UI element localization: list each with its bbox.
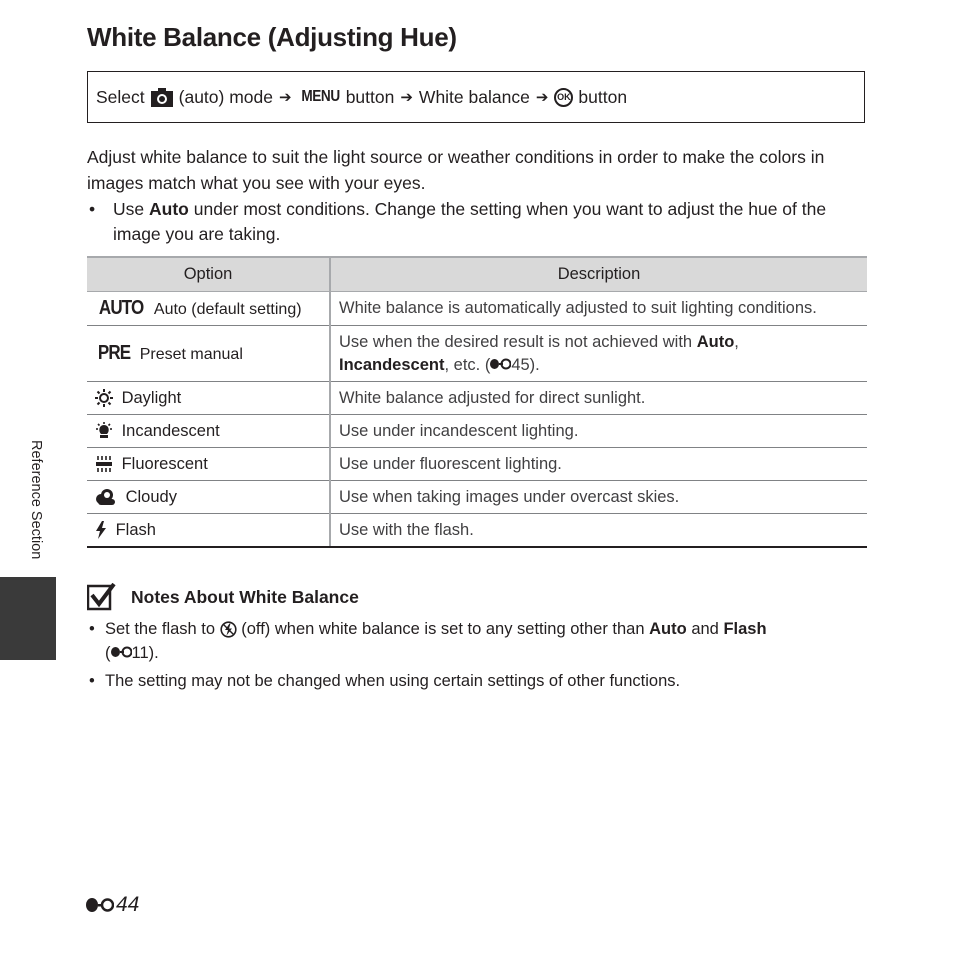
note-item: • Set the flash to (off) when white balance is set to any setting other than Auto and Flash ( 11). bbox=[89, 620, 767, 662]
bullet-text: Use bbox=[113, 199, 145, 219]
intro-paragraph: Adjust white balance to suit the light source or weather conditions in order to make the colors in images match what you see with your eyes. bbox=[87, 147, 825, 193]
note-text: The setting may not be changed when using certain settings of other functions. bbox=[105, 672, 681, 690]
arrow-icon: ➔ bbox=[279, 89, 292, 106]
reference-icon bbox=[490, 358, 511, 370]
note-item: • The setting may not be changed when using certain settings of other functions. bbox=[87, 669, 867, 693]
select-label: Select bbox=[96, 86, 145, 107]
section-tab-marker bbox=[0, 577, 56, 660]
option-label: Preset manual bbox=[139, 345, 243, 363]
option-label: Daylight bbox=[121, 388, 182, 407]
page-number bbox=[86, 893, 139, 917]
option-label: Incandescent bbox=[121, 421, 220, 440]
option-label: Cloudy bbox=[125, 487, 177, 506]
fluorescent-icon bbox=[95, 455, 113, 473]
table-row bbox=[87, 326, 867, 382]
page-title: White Balance (Adjusting Hue) bbox=[87, 22, 457, 52]
table-row bbox=[87, 415, 867, 448]
cloudy-icon bbox=[95, 488, 117, 506]
option-description: Use under incandescent lighting. bbox=[330, 415, 867, 448]
bullet-item: • Use Auto under most conditions. Change the setting when you want to adjust the hue of the image you are taking. bbox=[89, 199, 827, 244]
option-label: Fluorescent bbox=[121, 454, 208, 473]
check-note-icon bbox=[87, 583, 116, 611]
option-label: Auto (default setting) bbox=[153, 301, 302, 318]
flash-icon bbox=[95, 521, 107, 539]
table-row bbox=[87, 514, 867, 548]
auto-wb-icon: AUTO bbox=[98, 297, 144, 319]
flash-off-icon bbox=[220, 621, 237, 638]
white-balance-label: White balance bbox=[418, 86, 530, 107]
white-balance-table bbox=[87, 256, 867, 548]
option-description: Use when taking images under overcast skies. bbox=[330, 481, 867, 514]
option-description: White balance is automatically adjusted to suit lighting conditions. bbox=[330, 292, 867, 326]
incandescent-icon bbox=[95, 422, 113, 440]
button-label: button bbox=[578, 86, 628, 107]
auto-mode-label: (auto) mode bbox=[178, 86, 273, 107]
option-description: Use under fluorescent lighting. bbox=[330, 448, 867, 481]
table-row bbox=[87, 292, 867, 326]
column-header-description: Description bbox=[330, 257, 867, 292]
button-label: button bbox=[345, 86, 395, 107]
menu-path-box bbox=[87, 71, 865, 123]
option-description: White balance adjusted for direct sunlight. bbox=[330, 382, 867, 415]
reference-icon bbox=[111, 646, 132, 658]
preset-manual-icon: PRE bbox=[97, 341, 131, 364]
page-number-text: 44 bbox=[116, 893, 140, 916]
option-description: Use with the flash. bbox=[330, 514, 867, 548]
section-side-label: Reference Section bbox=[28, 440, 44, 560]
arrow-icon: ➔ bbox=[535, 89, 549, 106]
arrow-icon: ➔ bbox=[400, 89, 413, 106]
camera-icon bbox=[151, 88, 173, 107]
bullet-text: under most conditions. Change the setting when you want to adjust the hue of the image you are taking. bbox=[113, 199, 827, 244]
table-row bbox=[87, 448, 867, 481]
table-row bbox=[87, 481, 867, 514]
reference-icon bbox=[86, 897, 114, 913]
menu-button-icon: MENU bbox=[300, 88, 340, 105]
option-description: Use when the desired result is not achieved with Auto, Incandescent, etc. ( 45). bbox=[330, 326, 867, 382]
notes-heading-text: Notes About White Balance bbox=[131, 586, 359, 607]
bullet-bold: Auto bbox=[149, 199, 189, 219]
table-row bbox=[87, 382, 867, 415]
column-header-option: Option bbox=[87, 257, 330, 292]
option-label: Flash bbox=[115, 520, 156, 539]
notes-heading bbox=[87, 583, 359, 611]
ok-button-icon: OK bbox=[554, 88, 573, 107]
daylight-icon bbox=[95, 389, 113, 407]
